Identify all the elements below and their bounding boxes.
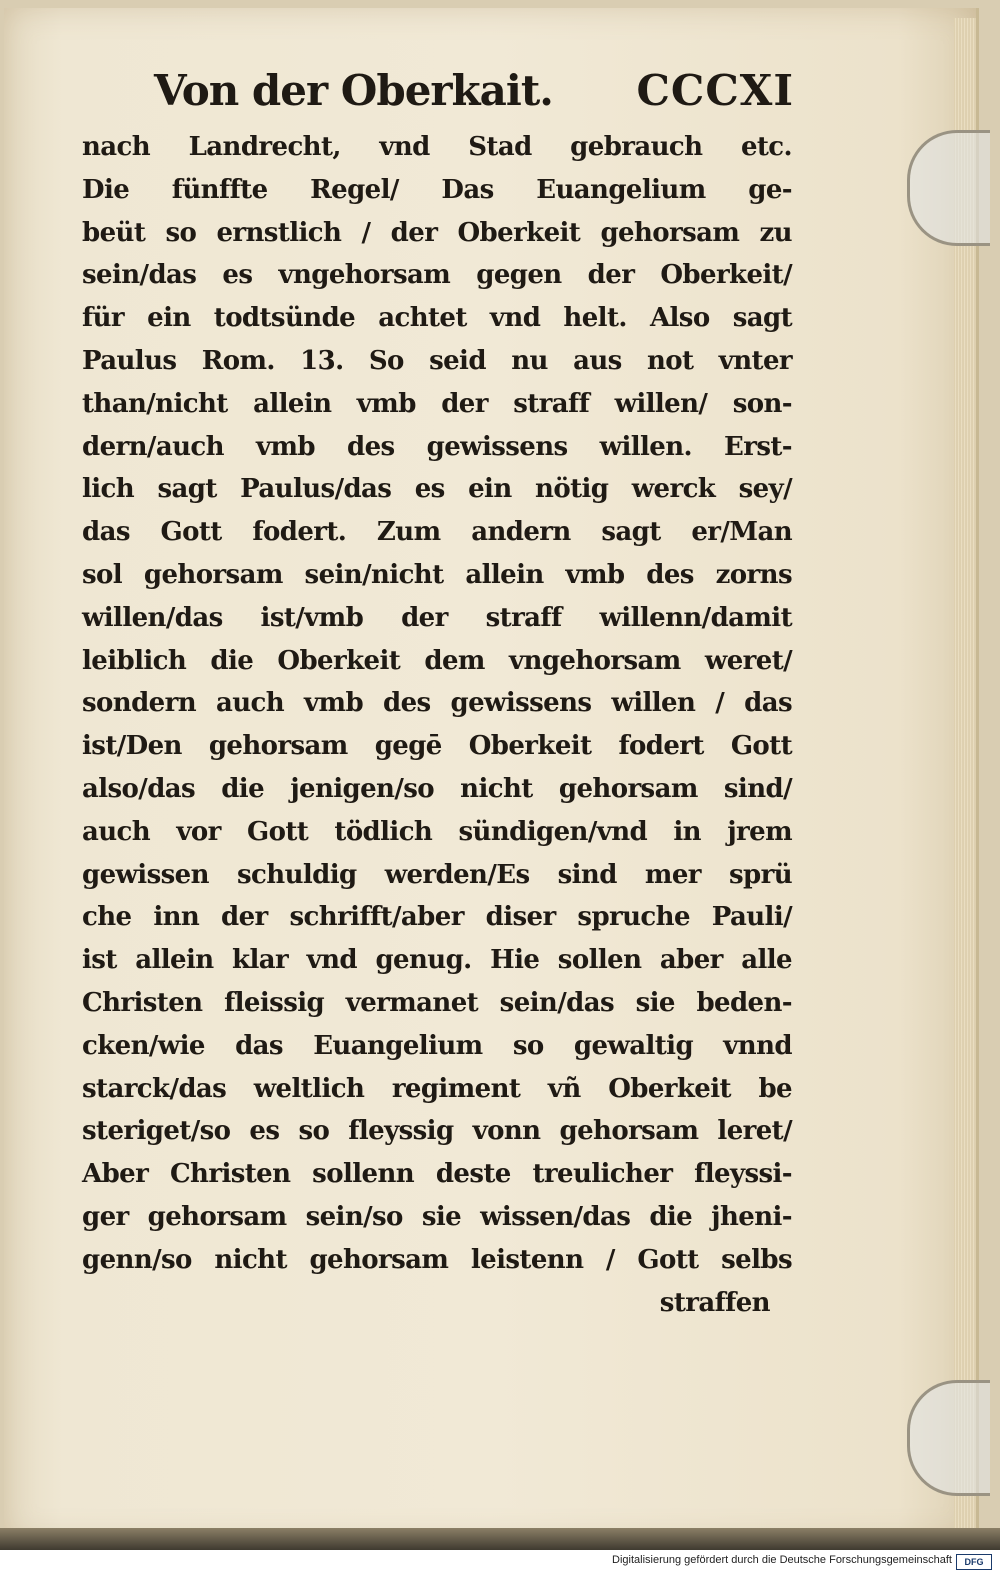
text-line: beüt so ernstlich / der Oberkeit gehorsam zu (82, 217, 792, 248)
page-edges (954, 18, 976, 1548)
book-page (4, 8, 979, 1540)
text-line: Aber Christen sollenn deste treulicher fleyssi- (82, 1159, 792, 1190)
book-clip-bottom (907, 1380, 990, 1496)
text-line: ist/Den gehorsam gegē Oberkeit fodert Gott (82, 731, 792, 762)
text-line: Christen fleissig vermanet sein/das sie beden- (82, 987, 792, 1018)
text-line: che inn der schrifft/aber diser spruche Pauli/ (82, 902, 792, 933)
text-line: gewissen schuldig werden/Es sind mer sprü (82, 859, 792, 890)
body-text (82, 126, 792, 1324)
text-line: ist allein klar vnd genug. Hie sollen aber alle (82, 945, 792, 976)
text-line: genn/so nicht gehorsam leistenn / Gott selbs (82, 1244, 792, 1275)
page-bottom-shadow (0, 1528, 1000, 1550)
text-line: sein/das es vngehorsam gegen der Oberkeit/ (82, 260, 792, 291)
text-line: leiblich die Oberkeit dem vngehorsam weret/ (82, 645, 792, 676)
text-line: Die fünffte Regel/ Das Euangelium ge- (82, 174, 792, 205)
text-line: für ein todtsünde achtet vnd helt. Also sagt (82, 303, 792, 334)
dfg-logo-icon: DFG (956, 1554, 992, 1570)
text-line: starck/das weltlich regiment vñ Oberkeit be (82, 1073, 792, 1104)
text-line: steriget/so es so fleyssig vonn gehorsam leret/ (82, 1116, 792, 1147)
text-line: ger gehorsam sein/so sie wissen/das die jheni- (82, 1201, 792, 1232)
text-line: nach Landrecht, vnd Stad gebrauch etc. (82, 132, 792, 162)
catchword: straffen (659, 1287, 770, 1318)
text-line: cken/wie das Euangelium so gewaltig vnnd (82, 1030, 792, 1061)
text-line: also/das die jenigen/so nicht gehorsam sind/ (82, 773, 792, 804)
text-line: auch vor Gott tödlich sündigen/vnd in jrem (82, 816, 792, 847)
folio-number: CCCXI (636, 66, 794, 115)
running-title: Von der Oberkait. (154, 66, 553, 115)
text-line: willen/das ist/vmb der straff willenn/damit (82, 602, 792, 633)
book-clip-top (907, 130, 990, 246)
running-header (154, 66, 794, 116)
digitization-footer (0, 1550, 1000, 1587)
text-line: sol gehorsam sein/nicht allein vmb des zorns (82, 559, 792, 590)
text-line: sondern auch vmb des gewissens willen / das (82, 688, 792, 719)
text-line: than/nicht allein vmb der straff willen/ son- (82, 388, 792, 419)
text-line: Paulus Rom. 13. So seid nu aus not vnter (82, 345, 792, 376)
funding-credit: Digitalisierung gefördert durch die Deutsche Forschungsgemeinschaft (612, 1554, 952, 1566)
text-line: das Gott fodert. Zum andern sagt er/Man (82, 517, 792, 548)
text-line: dern/auch vmb des gewissens willen. Erst- (82, 431, 792, 462)
text-line: lich sagt Paulus/das es ein nötig werck sey/ (82, 474, 792, 505)
